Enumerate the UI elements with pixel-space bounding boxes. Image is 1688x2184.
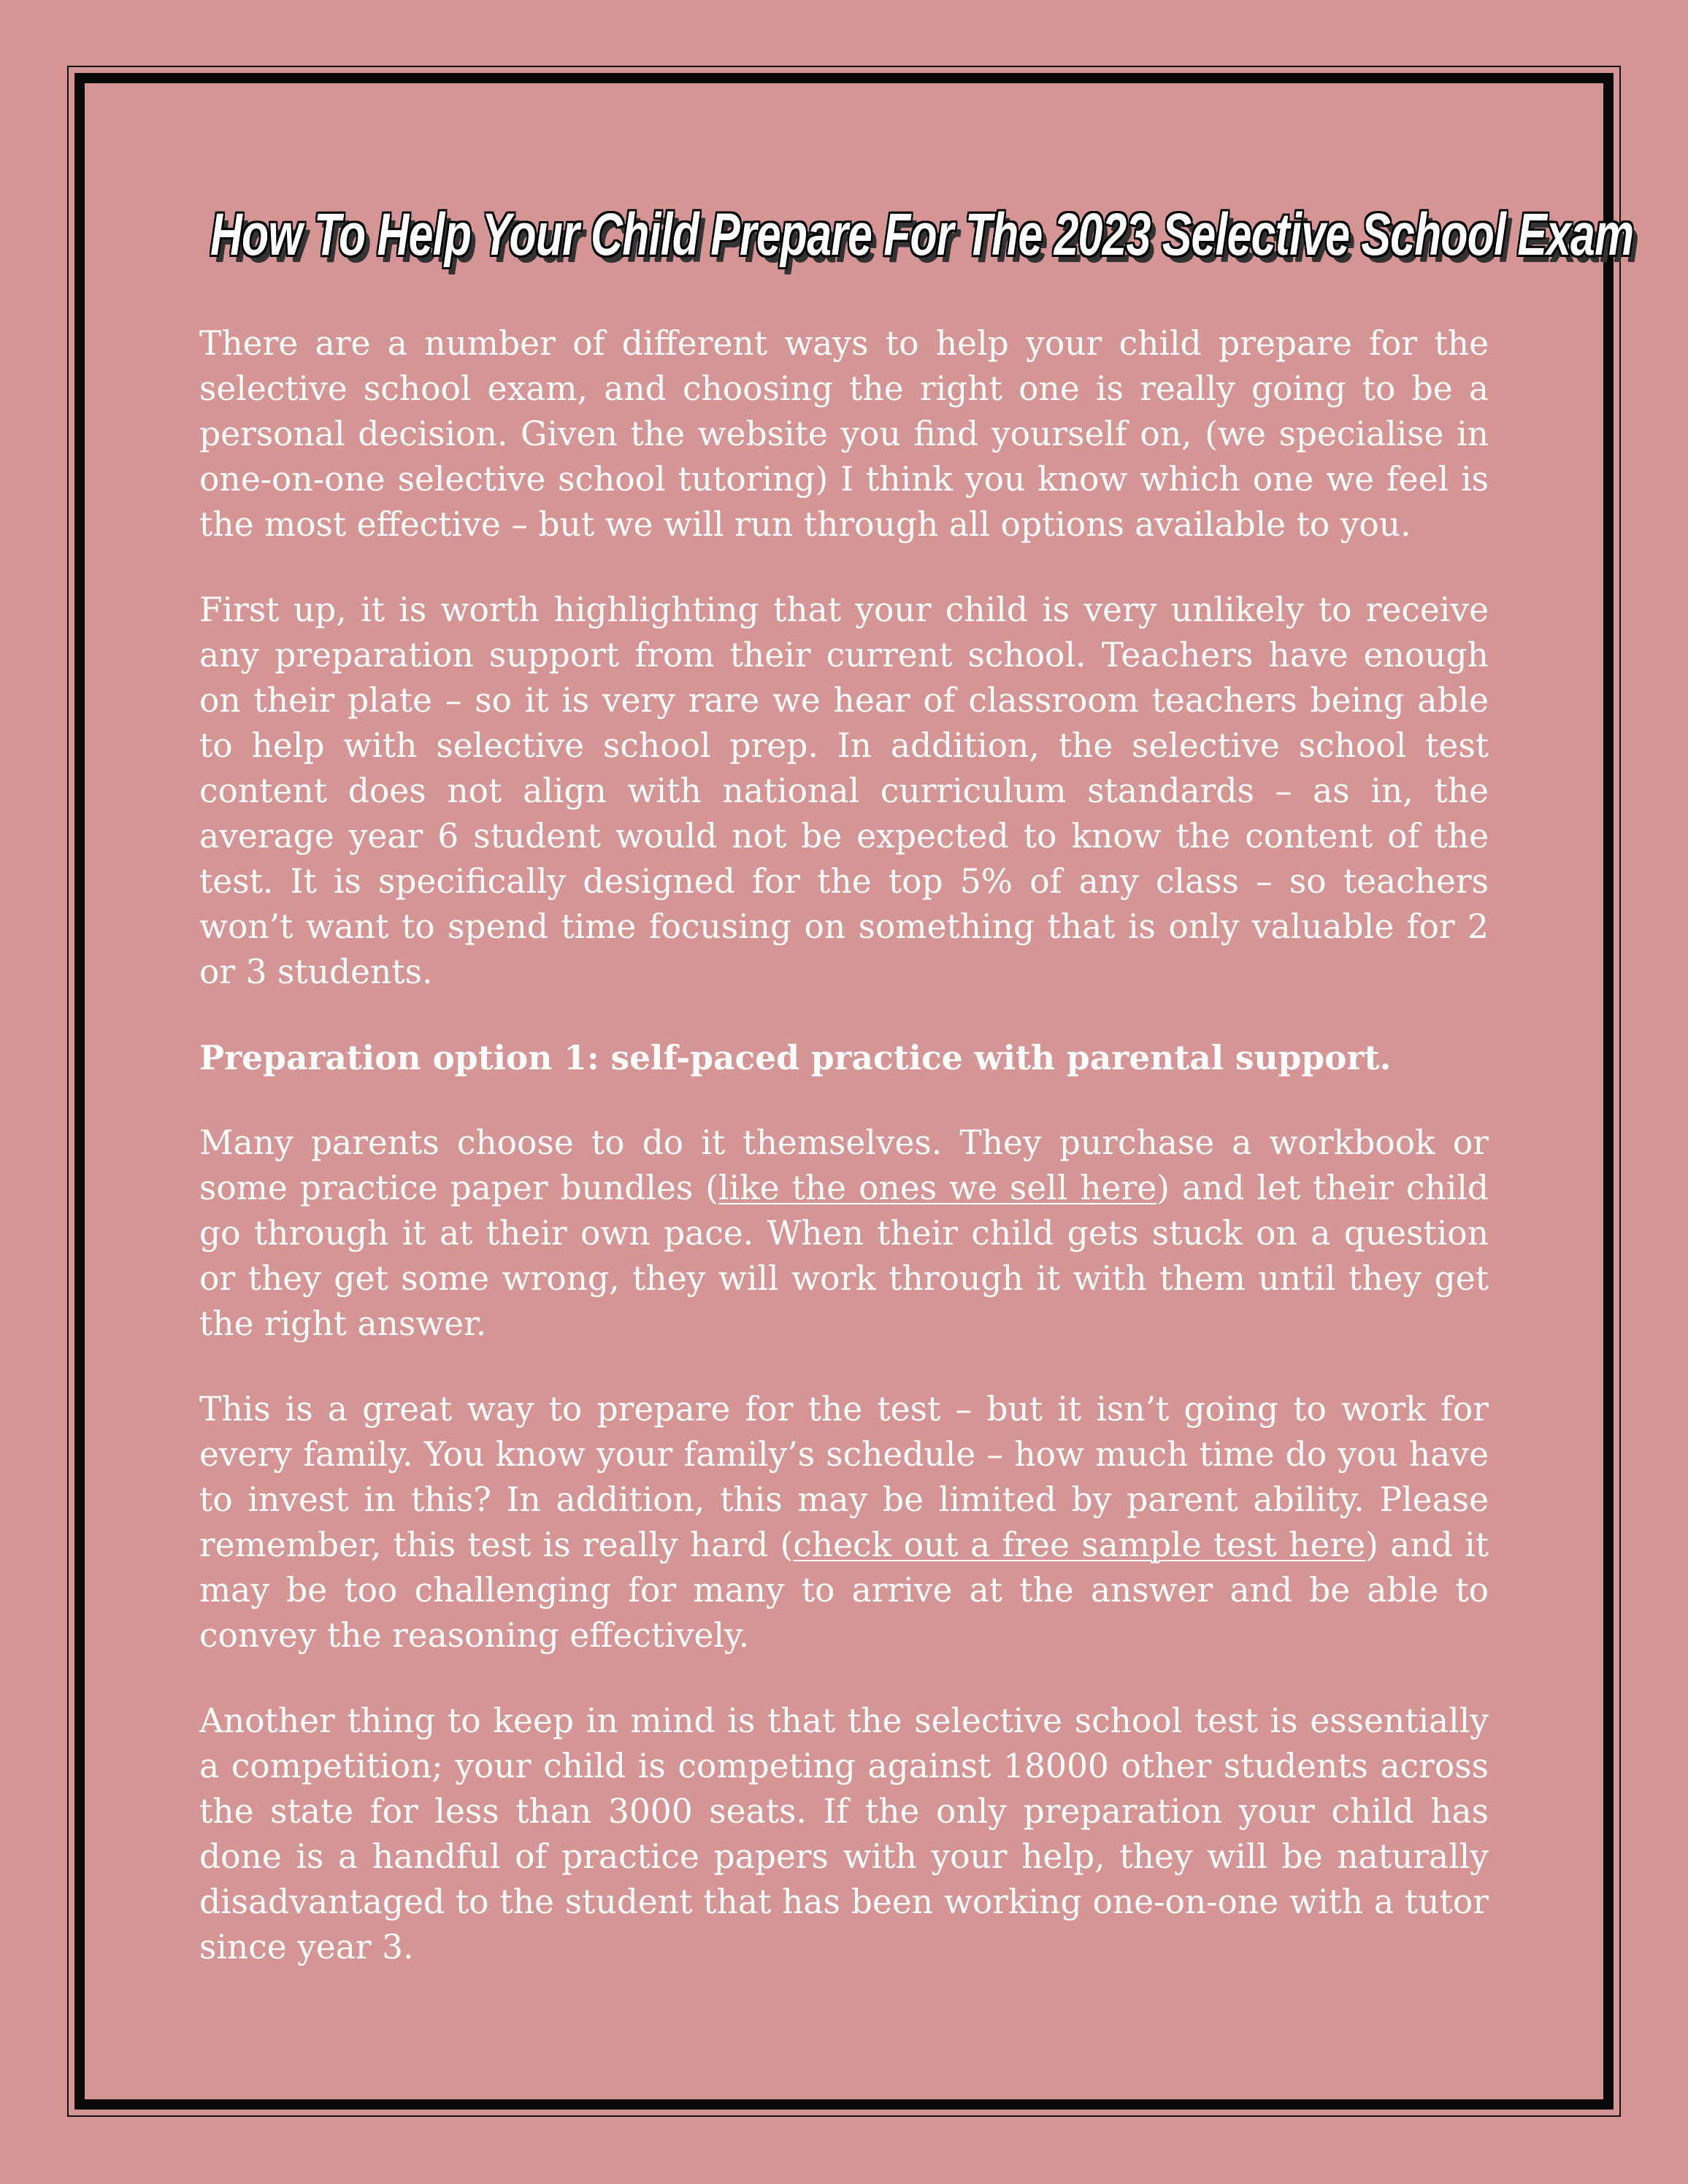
paragraph-intro: There are a number of different ways to help your child prepare for the selective school exam, and choosing the right one is really going to be a personal decision. Given the website you find yourself on, (we specialise in one-on-one selective school tutoring) I think you know which one we feel is the most effective – but we will run through all options available to you. [199, 324, 1489, 544]
heading-option-1: Preparation option 1: self-paced practice with parental support. [199, 1038, 1392, 1077]
paragraph-limitations [199, 1387, 1489, 1658]
paragraph-self-paced-text-a: Many parents choose to do it themselves. They purchase a workbook or some practice paper bundles ( [199, 1123, 1489, 1207]
sample-test-link[interactable]: check out a free sample test here [793, 1526, 1366, 1564]
paragraph-school-support: First up, it is worth highlighting that your child is very unlikely to receive any preparation support from their current school. Teachers have enough on their plate – so it is very rare we hear of classroom teachers being able to help with selective school prep. In addition, the selective school test content does not align with national curriculum standards – as in, the average year 6 student would not be expected to know the content of the test. It is specifically designed for the top 5% of any class – so teachers won’t want to spend time focusing on something that is only valuable for 2 or 3 students. [199, 591, 1489, 991]
paragraph-limitations-text-a: This is a great way to prepare for the test – but it isn’t going to work for every family. You know your family’s schedule – how much time do you have to invest in this? In addition, this may be limited by parent ability. Please remember, this test is really hard ( [199, 1390, 1489, 1564]
paragraph-limitations-text-b: ) and it may be too challenging for many to arrive at the answer and be able to convey the reasoning effectively. [199, 1526, 1489, 1655]
page-title: How To Help Your Child Prepare For The 2023 Selective School Exam [210, 201, 1634, 268]
workbook-shop-link[interactable]: like the ones we sell here [718, 1169, 1157, 1207]
paragraph-self-paced [199, 1120, 1489, 1347]
document-body [199, 197, 1634, 2010]
paragraph-competition: Another thing to keep in mind is that the selective school test is essentially a competition; your child is competing against 18000 other students across the state for less than 3000 seats. If the only preparation your child has done is a handful of practice papers with your help, they will be naturally disadvantaged to the student that has been working one-on-one with a tutor since year 3. [199, 1702, 1489, 1966]
paragraph-self-paced-text-b: ) and let their child go through it at their own pace. When their child gets stuck on a question or they get some wrong, they will work through it with them until they get the right answer. [199, 1169, 1489, 1343]
